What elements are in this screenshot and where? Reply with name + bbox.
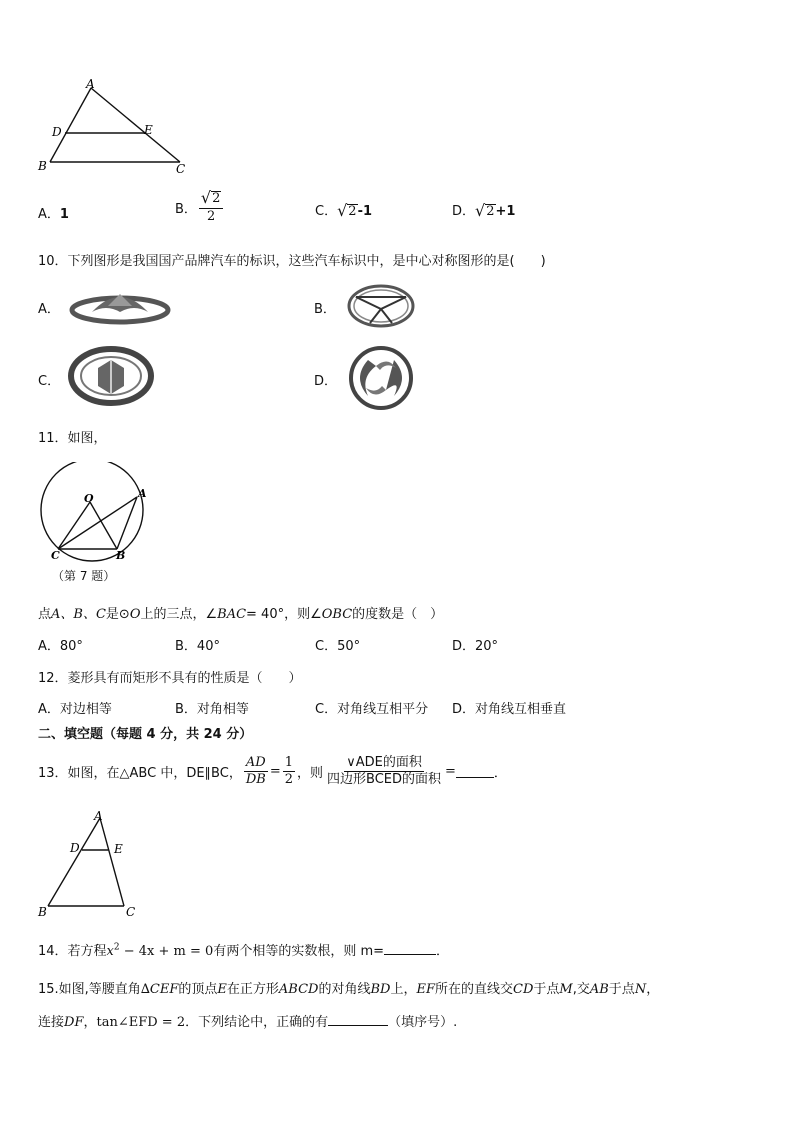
question-11-condition: 点A、B、C是⊙O上的三点，∠BAC= 40°，则∠OBC的度数是（ ） (38, 607, 444, 622)
triangle-figure-q13 (34, 808, 144, 920)
label-a: A (94, 809, 103, 823)
label-c: C (51, 549, 60, 562)
sqrt-2: √ 2 (337, 201, 357, 220)
option-a[interactable]: A．1 (38, 207, 69, 222)
answer-blank[interactable] (456, 765, 494, 778)
answer-blank[interactable] (384, 942, 436, 955)
question-15-line-1: 15.如图,等腰直角∆CEF的顶点E在正方形ABCD的对角线BD上，EF所在的直线交CD于点M,交AB于点N， (38, 982, 660, 997)
q12-option-d[interactable]: D．对角线互相垂直 (452, 702, 567, 717)
sqrt-2: √ 2 (475, 201, 495, 220)
label-e: E (114, 842, 123, 856)
option-d[interactable]: D． √ 2 +1 (452, 201, 516, 220)
question-15-line-2: 连接DF，tan∠EFD = 2．下列结论中，正确的有 （填序号）. (38, 1015, 458, 1030)
answer-blank[interactable] (328, 1013, 388, 1026)
section-heading: 二、填空题（每题 4 分，共 24 分） (38, 727, 253, 742)
label-a: A (86, 78, 95, 91)
q11-option-d[interactable]: D．20° (452, 639, 499, 654)
q10-option-a[interactable]: A． (38, 302, 60, 317)
car-logo-d-icon (346, 346, 416, 410)
label-b: B (38, 905, 47, 919)
label-c: C (176, 162, 186, 176)
triangle-ade-figure (34, 78, 194, 180)
car-logo-c-icon (66, 346, 156, 406)
q11-option-c[interactable]: C．50° (315, 639, 361, 654)
car-logo-b-icon (346, 283, 416, 329)
label-a: A (138, 487, 147, 500)
q10-option-d[interactable]: D． (314, 374, 338, 389)
question-10-stem: 10．下列图形是我国国产品牌汽车的标识，这些汽车标识中，是中心对称图形的是( ) (38, 254, 546, 269)
q12-option-c[interactable]: C．对角线互相平分 (315, 702, 429, 717)
label-e: E (144, 123, 153, 137)
label-b: B (116, 549, 126, 562)
car-logo-a-icon (68, 286, 172, 326)
question-12-stem: 12．菱形具有而矩形不具有的性质是（ ） (38, 671, 302, 686)
option-c[interactable]: C． √ 2 -1 (315, 201, 373, 220)
q10-option-c[interactable]: C． (38, 374, 61, 389)
question-11-stem: 11．如图， (38, 431, 107, 446)
label-d: D (70, 841, 80, 855)
question-14-stem: 14．若方程$x^2 - 4x + m = 0$有两个相等的实数根，则 m= ． (38, 942, 450, 959)
fraction-sqrt2-over-2: √ 2 2 (199, 190, 223, 225)
q12-option-a[interactable]: A．对边相等 (38, 702, 112, 717)
label-o: O (84, 492, 94, 505)
q12-option-b[interactable]: B．对角相等 (175, 702, 249, 717)
q10-option-b[interactable]: B． (314, 302, 336, 317)
option-b[interactable]: B． √ 2 2 (175, 190, 225, 225)
q11-option-a[interactable]: A．80° (38, 639, 83, 654)
label-c: C (126, 905, 136, 919)
label-d: D (52, 125, 62, 139)
label-b: B (38, 159, 47, 173)
question-13-stem: 13．如图，在△ABC 中，DE∥BC， $\frac{AD}{DB}$ = $\frac{1}{2}$ ，则 $\frac{\text{∨ADE的面积}}{\text{四边形BCED的面积}}$ = ． (38, 755, 507, 787)
q11-option-b[interactable]: B．40° (175, 639, 220, 654)
figure-caption: （第 7 题） (52, 569, 116, 583)
